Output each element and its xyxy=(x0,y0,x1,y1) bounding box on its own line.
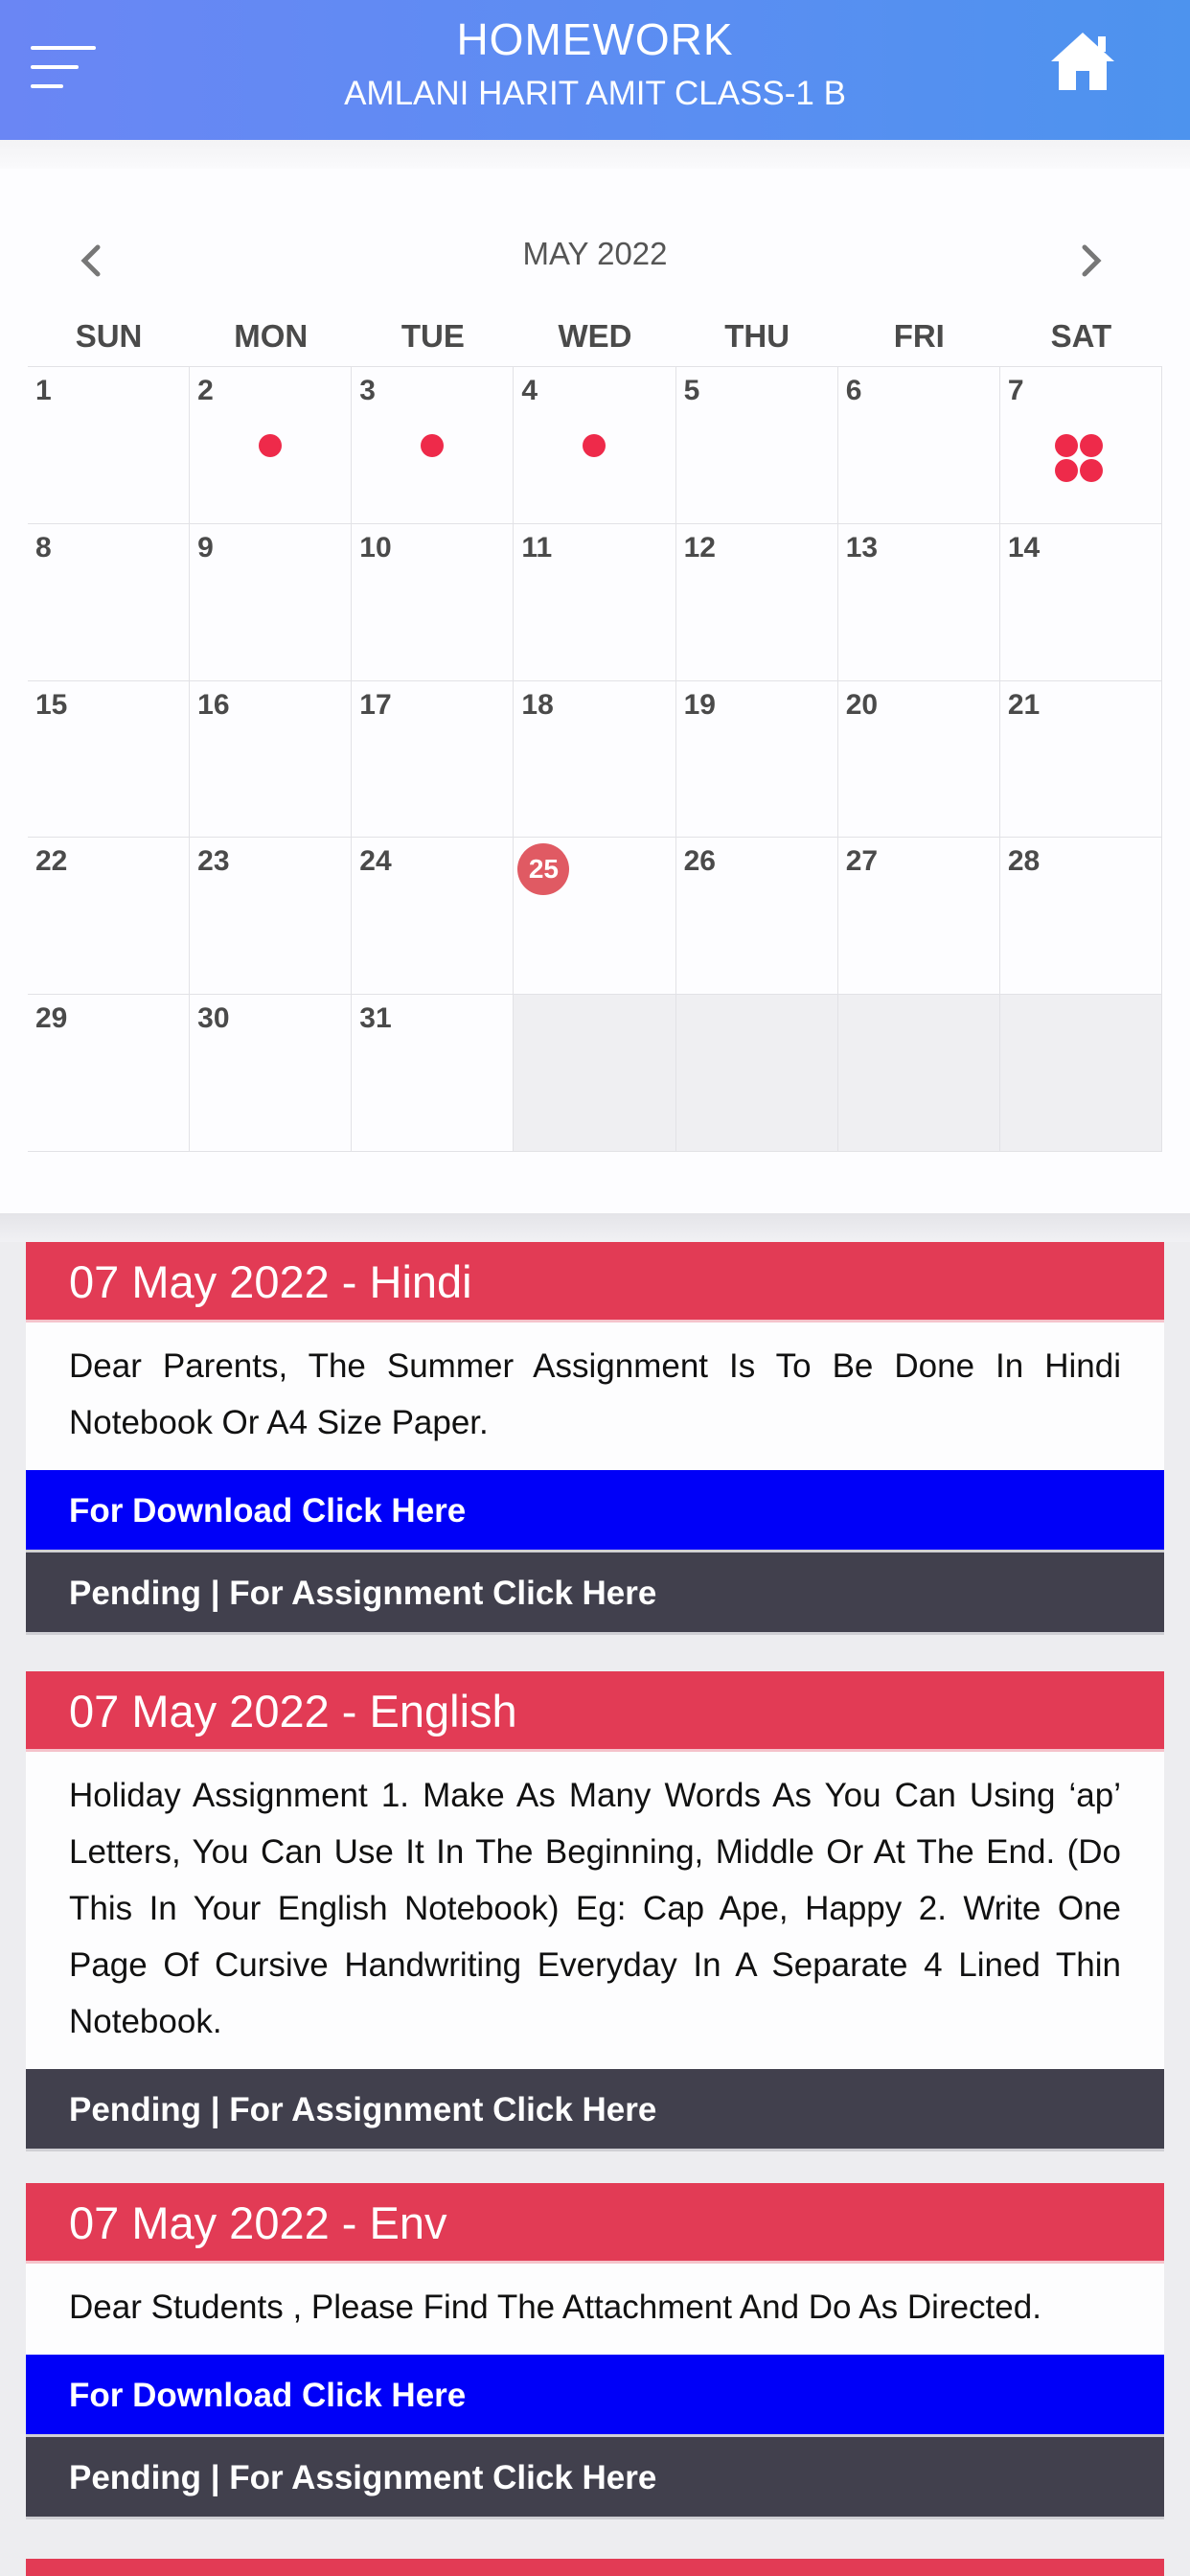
day-number: 6 xyxy=(845,375,862,406)
today-marker: 25 xyxy=(517,843,569,895)
day-number: 9 xyxy=(197,531,214,564)
calendar-day-11[interactable] xyxy=(514,524,675,681)
day-number: 11 xyxy=(521,531,553,564)
calendar-day-5[interactable] xyxy=(676,367,838,524)
day-number: 27 xyxy=(845,845,879,878)
day-number: 7 xyxy=(1007,375,1024,406)
calendar-day-23[interactable] xyxy=(190,838,352,995)
weekday-sun: SUN xyxy=(75,318,143,354)
calendar-day-8[interactable] xyxy=(28,524,190,681)
calendar-day-19[interactable] xyxy=(676,681,838,839)
calendar-day-31[interactable] xyxy=(352,995,514,1152)
weekday-mon: MON xyxy=(234,318,309,354)
homework-dot xyxy=(259,434,282,457)
calendar-day-21[interactable] xyxy=(1000,681,1162,839)
weekday-thu: THU xyxy=(724,318,790,354)
calendar-day-grid xyxy=(28,366,1162,1152)
calendar-day-29[interactable] xyxy=(28,995,190,1152)
day-number: 14 xyxy=(1007,531,1041,564)
weekday-wed: WED xyxy=(558,318,632,354)
day-number: 22 xyxy=(35,845,68,878)
calendar-day-30[interactable] xyxy=(190,995,352,1152)
homework-dot xyxy=(1055,434,1078,457)
day-number: 26 xyxy=(683,845,716,878)
calendar-day-20[interactable] xyxy=(838,681,1000,839)
calendar-empty-cell xyxy=(514,995,675,1152)
homework-card-text: Dear Parents, The Summer Assignment Is To Be Done In Hindi Notebook Or A4 Size Paper. xyxy=(26,1322,1164,1470)
homework-dot xyxy=(421,434,444,457)
student-class-subtitle: AMLANI HARIT AMIT CLASS-1 B xyxy=(344,75,846,112)
calendar-day-26[interactable] xyxy=(676,838,838,995)
homework-dot xyxy=(1080,459,1103,482)
app-header xyxy=(0,0,1190,140)
day-number: 1 xyxy=(35,375,52,406)
homework-card-heading: 07 May 2022 - English xyxy=(26,1671,1164,1752)
calendar-day-24[interactable] xyxy=(352,838,514,995)
calendar-day-4[interactable] xyxy=(514,367,675,524)
homework-dot xyxy=(1055,459,1078,482)
day-number: 19 xyxy=(683,688,716,721)
calendar-empty-cell xyxy=(838,995,1000,1152)
homework-card-env xyxy=(26,2183,1164,2519)
assignment-button[interactable]: Pending | For Assignment Click Here xyxy=(26,2437,1164,2519)
day-number: 23 xyxy=(197,845,230,878)
calendar-day-27[interactable] xyxy=(838,838,1000,995)
calendar-top-spacer xyxy=(0,140,1190,169)
calendar-day-9[interactable] xyxy=(190,524,352,681)
calendar-day-1[interactable] xyxy=(28,367,190,524)
homework-card-english xyxy=(26,1671,1164,2151)
weekday-fri: FRI xyxy=(893,318,945,354)
homework-card-next-partial xyxy=(26,2559,1164,2576)
calendar-day-14[interactable] xyxy=(1000,524,1162,681)
page-title: HOMEWORK xyxy=(456,14,734,64)
calendar xyxy=(0,169,1190,1213)
next-month-chevron-icon[interactable] xyxy=(1062,232,1119,289)
download-button[interactable]: For Download Click Here xyxy=(26,2355,1164,2437)
assignment-button[interactable]: Pending | For Assignment Click Here xyxy=(26,1552,1164,1635)
day-number: 10 xyxy=(359,531,392,564)
weekday-sat: SAT xyxy=(1050,318,1112,354)
calendar-day-18[interactable] xyxy=(514,681,675,839)
calendar-empty-cell xyxy=(676,995,838,1152)
day-number: 12 xyxy=(683,531,716,564)
calendar-empty-cell xyxy=(1000,995,1162,1152)
homework-card-text: Dear Students , Please Find The Attachment And Do As Directed. xyxy=(26,2264,1164,2355)
calendar-day-28[interactable] xyxy=(1000,838,1162,995)
day-number: 30 xyxy=(197,1002,230,1035)
download-button[interactable]: For Download Click Here xyxy=(26,1470,1164,1552)
calendar-bottom-spacer xyxy=(0,1213,1190,1242)
homework-card-heading: 07 May 2022 - Env xyxy=(26,2183,1164,2264)
weekday-header-row xyxy=(28,318,1162,356)
day-number: 31 xyxy=(359,1002,392,1035)
day-number: 16 xyxy=(197,688,230,721)
day-number: 5 xyxy=(683,375,700,406)
day-number: 15 xyxy=(35,688,68,721)
calendar-day-25[interactable] xyxy=(514,838,675,995)
calendar-day-22[interactable] xyxy=(28,838,190,995)
calendar-day-17[interactable] xyxy=(352,681,514,839)
homework-dot xyxy=(1080,434,1103,457)
weekday-tue: TUE xyxy=(400,318,465,354)
day-number: 18 xyxy=(521,688,554,721)
day-number: 8 xyxy=(35,531,52,564)
calendar-month-label: MAY 2022 xyxy=(522,236,668,271)
day-number: 13 xyxy=(845,531,879,564)
homework-card-hindi xyxy=(26,1242,1164,1635)
calendar-day-7[interactable] xyxy=(1000,367,1162,524)
calendar-day-10[interactable] xyxy=(352,524,514,681)
day-number: 20 xyxy=(845,688,879,721)
day-number: 24 xyxy=(359,845,392,878)
home-icon[interactable] xyxy=(1047,29,1118,94)
homework-card-heading: 07 May 2022 - Hindi xyxy=(26,1242,1164,1322)
calendar-day-12[interactable] xyxy=(676,524,838,681)
calendar-day-3[interactable] xyxy=(352,367,514,524)
homework-card-text: Holiday Assignment 1. Make As Many Words As You Can Using ‘ap’ Letters, You Can Use It In The Beginning, Middle Or At The End. (Do This In Your English Notebook) Eg: Cap Ape, Happy 2. Write One Page Of Cursive Handwriting Everyday In A Separate 4 Lined Thin Notebook. xyxy=(26,1752,1164,2069)
calendar-day-6[interactable] xyxy=(838,367,1000,524)
calendar-day-2[interactable] xyxy=(190,367,352,524)
day-number: 28 xyxy=(1007,845,1041,878)
calendar-day-15[interactable] xyxy=(28,681,190,839)
day-number: 4 xyxy=(521,375,538,406)
day-number: 29 xyxy=(35,1002,68,1035)
day-number: 2 xyxy=(197,375,214,406)
calendar-day-13[interactable] xyxy=(838,524,1000,681)
day-number: 21 xyxy=(1007,688,1041,721)
day-number: 3 xyxy=(359,375,376,406)
day-number: 17 xyxy=(359,688,392,721)
homework-dot xyxy=(583,434,606,457)
assignment-button[interactable]: Pending | For Assignment Click Here xyxy=(26,2069,1164,2151)
calendar-day-16[interactable] xyxy=(190,681,352,839)
